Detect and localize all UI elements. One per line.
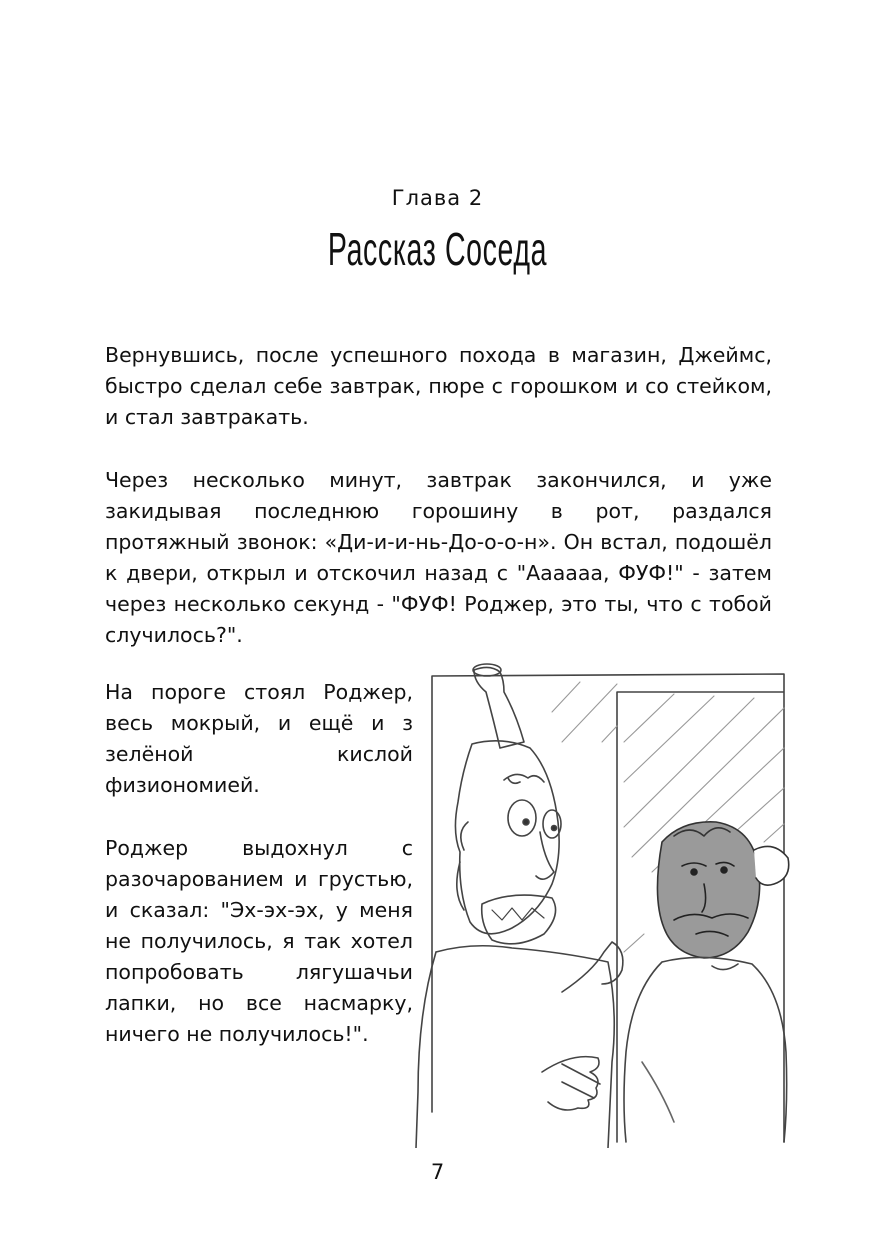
paragraph-3: На пороге стоял Роджер, весь мокрый, и ещё и з зелёной кислой физиономией.: [105, 680, 413, 797]
tall-character-head: [455, 741, 559, 934]
tall-character-stem: [474, 667, 524, 748]
tall-character-body: [416, 946, 614, 1148]
chapter-title: Рассказ Соседа: [327, 223, 548, 275]
page-number: 7: [430, 1160, 445, 1184]
short-character: [624, 822, 789, 1142]
short-character-body: [624, 957, 787, 1142]
tall-character-mouth: [482, 895, 556, 944]
short-character-head: [657, 822, 759, 958]
illustration-neighbours-at-door: [412, 652, 796, 1148]
tall-character-hand: [542, 1057, 599, 1110]
paragraph-1: Вернувшись, после успешного похода в магазин, Джеймс, быстро сделал себе завтрак, пюре с горошком и со стейком, и стал завтракать.: [105, 343, 772, 429]
tall-character-arm: [562, 942, 623, 992]
paragraph-2: Через несколько минут, завтрак закончился, и уже закидывая последнюю горошину в рот, раздался протяжный звонок: «Ди-и-и-нь-До-о-о-н». Он встал, подошёл к двери, открыл и отскочил назад с "Аааааа, ФУФ!" - затем через несколько секунд - "ФУФ! Роджер, это ты, что с тобой случилось?".: [105, 468, 772, 647]
chapter-label: Глава 2: [391, 186, 484, 210]
paragraph-4: Роджер выдохнул с разочарованием и грустью, и сказал: "Эх-эх-эх, у меня не получилось, я так хотел попробовать лягушачьи лапки, но все насмарку, ничего не получилось!".: [105, 836, 413, 1046]
